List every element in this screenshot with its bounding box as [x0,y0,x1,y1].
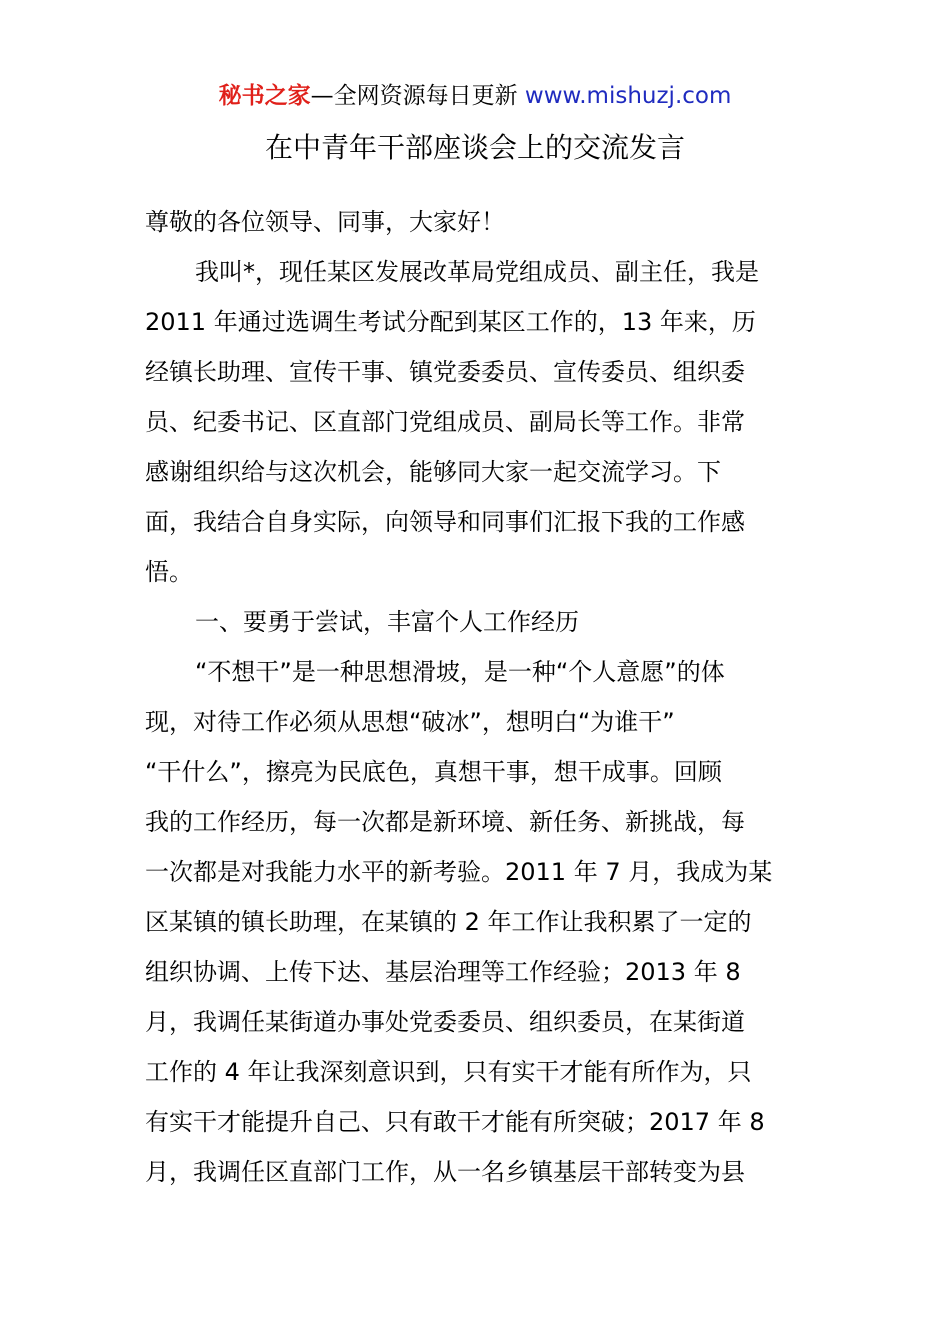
body-line: 员、纪委书记、区直部门党组成员、副局长等工作。非常 [145,408,745,436]
body-line: 2011 年通过选调生考试分配到某区工作的，13 年来，历 [145,308,756,336]
body-line: 面，我结合自身实际，向领导和同事们汇报下我的工作感 [145,508,745,536]
body-line: 区某镇的镇长助理，在某镇的 2 年工作让我积累了一定的 [145,908,752,936]
body-line: 组织协调、上传下达、基层治理等工作经验；2013 年 8 [145,958,741,986]
body-line: 我叫*，现任某区发展改革局党组成员、副主任，我是 [195,258,759,286]
body-line: 月，我调任区直部门工作，从一名乡镇基层干部转变为县 [145,1158,745,1186]
section-heading: 一、要勇于尝试，丰富个人工作经历 [195,608,579,636]
body-line: 我的工作经历，每一次都是新环境、新任务、新挑战，每 [145,808,745,836]
body-line: 月，我调任某街道办事处党委委员、组织委员，在某街道 [145,1008,745,1036]
site-header [0,80,950,112]
body-line: 感谢组织给与这次机会，能够同大家一起交流学习。下 [145,458,721,486]
body-line: 有实干才能提升自己、只有敢干才能有所突破；2017 年 8 [145,1108,765,1136]
brand-name: 秘书之家 [218,83,311,109]
site-url: www.mishuzj.com [524,83,732,109]
document-title: 在中青年干部座谈会上的交流发言 [264,131,685,164]
body-line: 工作的 4 年让我深刻意识到，只有实干才能有所作为，只 [145,1058,752,1086]
body-line: 尊敬的各位领导、同事，大家好！ [145,208,505,236]
body-line: 悟。 [145,558,193,586]
body-line: “不想干”是一种思想滑坡，是一种“个人意愿”的体 [195,658,725,686]
body-line: 现，对待工作必须从思想“破冰”，想明白“为谁干” [145,708,675,736]
body-line: 一次都是对我能力水平的新考验。2011 年 7 月，我成为某 [145,858,773,886]
header-tagline: —全网资源每日更新 [310,83,525,109]
document-body [145,197,810,1197]
body-line: “干什么”，擦亮为民底色，真想干事，想干成事。回顾 [145,758,722,786]
body-line: 经镇长助理、宣传干事、镇党委委员、宣传委员、组织委 [145,358,745,386]
